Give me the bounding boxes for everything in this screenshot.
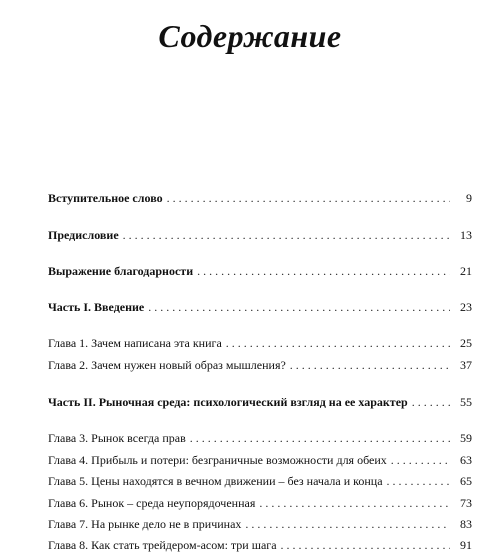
toc-entry-label: Глава 4. Прибыль и потери: безграничные возможности для обеих <box>48 453 387 467</box>
toc-entry-label: Глава 6. Рынок – среда неупорядоченная <box>48 496 256 510</box>
toc-entry[interactable] <box>48 358 472 372</box>
dot-leader <box>167 191 450 205</box>
toc-entry[interactable] <box>48 538 472 552</box>
toc-entry-page: 55 <box>460 395 472 409</box>
toc-entry-label: Вступительное слово <box>48 191 163 205</box>
toc-entry[interactable] <box>48 517 472 531</box>
toc-entry-label: Предисловие <box>48 228 119 242</box>
toc-entry[interactable] <box>48 300 472 314</box>
toc-entry[interactable] <box>48 228 472 242</box>
dot-leader <box>290 358 450 372</box>
dot-leader <box>259 496 450 510</box>
page-title: Содержание <box>158 18 342 54</box>
toc-entry-page: 25 <box>460 336 472 350</box>
toc-entry-label: Глава 8. Как стать трейдером-асом: три шага <box>48 538 277 552</box>
toc-entry[interactable] <box>48 395 472 409</box>
dot-leader <box>387 474 450 488</box>
toc-entry[interactable] <box>48 431 472 445</box>
toc-entry-page: 9 <box>466 191 472 205</box>
toc-entry-label: Глава 3. Рынок всегда прав <box>48 431 186 445</box>
toc-entry-page: 59 <box>460 431 472 445</box>
toc-entry[interactable] <box>48 496 472 510</box>
dot-leader <box>123 228 450 242</box>
dot-leader <box>391 453 450 467</box>
toc-entry-page: 21 <box>460 264 472 278</box>
dot-leader <box>245 517 450 531</box>
dot-leader <box>148 300 450 314</box>
toc-entry-page: 13 <box>460 228 472 242</box>
toc-entry[interactable] <box>48 264 472 278</box>
toc-entry[interactable] <box>48 453 472 467</box>
toc-entry-label: Выражение благодарности <box>48 264 194 278</box>
dot-leader <box>281 538 450 552</box>
toc-entry-label: Глава 7. На рынке дело не в причинах <box>48 517 242 531</box>
toc-entry-page: 63 <box>460 453 472 467</box>
toc-entry-label: Часть I. Введение <box>48 300 145 314</box>
toc-entry-label: Часть II. Рыночная среда: психологический взгляд на ее характер <box>48 395 408 409</box>
toc-entry[interactable] <box>48 336 472 350</box>
toc-entry-page: 65 <box>460 474 472 488</box>
dot-leader <box>412 395 450 409</box>
dot-leader <box>190 431 450 445</box>
toc-entry[interactable] <box>48 474 472 488</box>
toc-entry[interactable] <box>48 191 472 205</box>
toc-entry-page: 37 <box>460 358 472 372</box>
toc-entry-page: 73 <box>460 496 472 510</box>
toc-entry-page: 91 <box>460 538 472 552</box>
toc-entry-label: Глава 5. Цены находятся в вечном движении – без начала и конца <box>48 474 383 488</box>
toc-entry-label: Глава 2. Зачем нужен новый образ мышления? <box>48 358 286 372</box>
dot-leader <box>197 264 450 278</box>
toc-entry-page: 83 <box>460 517 472 531</box>
dot-leader <box>226 336 450 350</box>
toc-entry-label: Глава 1. Зачем написана эта книга <box>48 336 222 350</box>
toc-entry-page: 23 <box>460 300 472 314</box>
